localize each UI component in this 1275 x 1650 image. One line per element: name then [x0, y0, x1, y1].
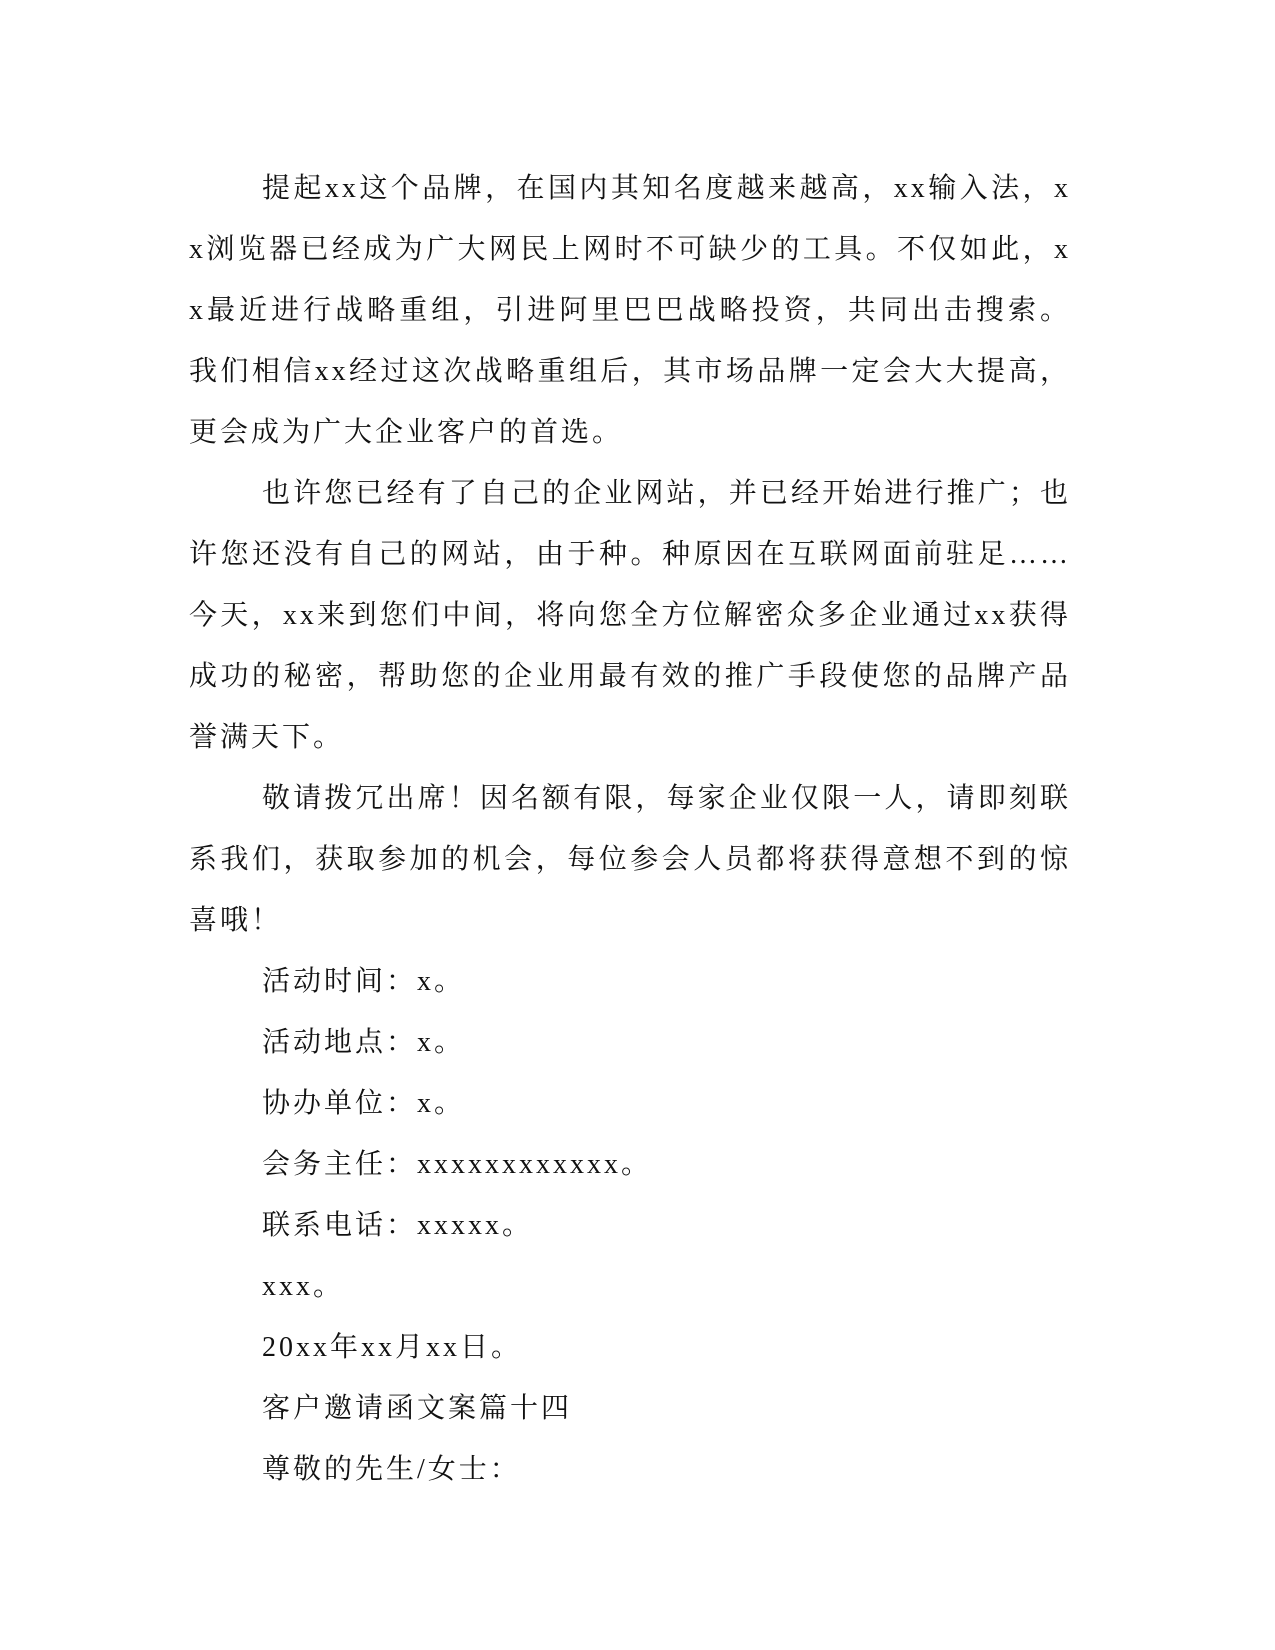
event-location: 活动地点：x。 — [262, 1027, 466, 1058]
intro-paragraph: 提起xx这个品牌，在国内其知名度越来越高，xx输入法，xx浏览器已经成为广大网民上网时不可缺少的工具。不仅如此，xx最近进行战略重组，引进阿里巴巴战略投资，共同出击搜索。我们相信xx经过这次战略重组后，其市场品牌一定会大大提高，更会成为广大企业客户的首选。 — [189, 173, 1071, 448]
meeting-director: 会务主任：xxxxxxxxxxxx。 — [262, 1149, 653, 1180]
section-title: 客户邀请函文案篇十四 — [262, 1393, 573, 1424]
invitation-paragraph: 敬请拨冗出席！因名额有限，每家企业仅限一人，请即刻联系我们，获取参加的机会，每位参会人员都将获得意想不到的惊喜哦！ — [189, 783, 1071, 936]
document-body — [189, 158, 1071, 1500]
letter-date: 20xx年xx月xx日。 — [262, 1332, 523, 1363]
event-time: 活动时间：x。 — [262, 966, 466, 997]
website-paragraph: 也许您已经有了自己的企业网站，并已经开始进行推广；也许您还没有自己的网站，由于种。种原因在互联网面前驻足……今天，xx来到您们中间，将向您全方位解密众多企业通过xx获得成功的秘密，帮助您的企业用最有效的推广手段使您的品牌产品誉满天下。 — [189, 478, 1071, 753]
salutation: 尊敬的先生/女士： — [262, 1454, 521, 1485]
co-organizer: 协办单位：x。 — [262, 1088, 466, 1119]
contact-phone: 联系电话：xxxxx。 — [262, 1210, 534, 1241]
signature: xxx。 — [262, 1271, 345, 1302]
